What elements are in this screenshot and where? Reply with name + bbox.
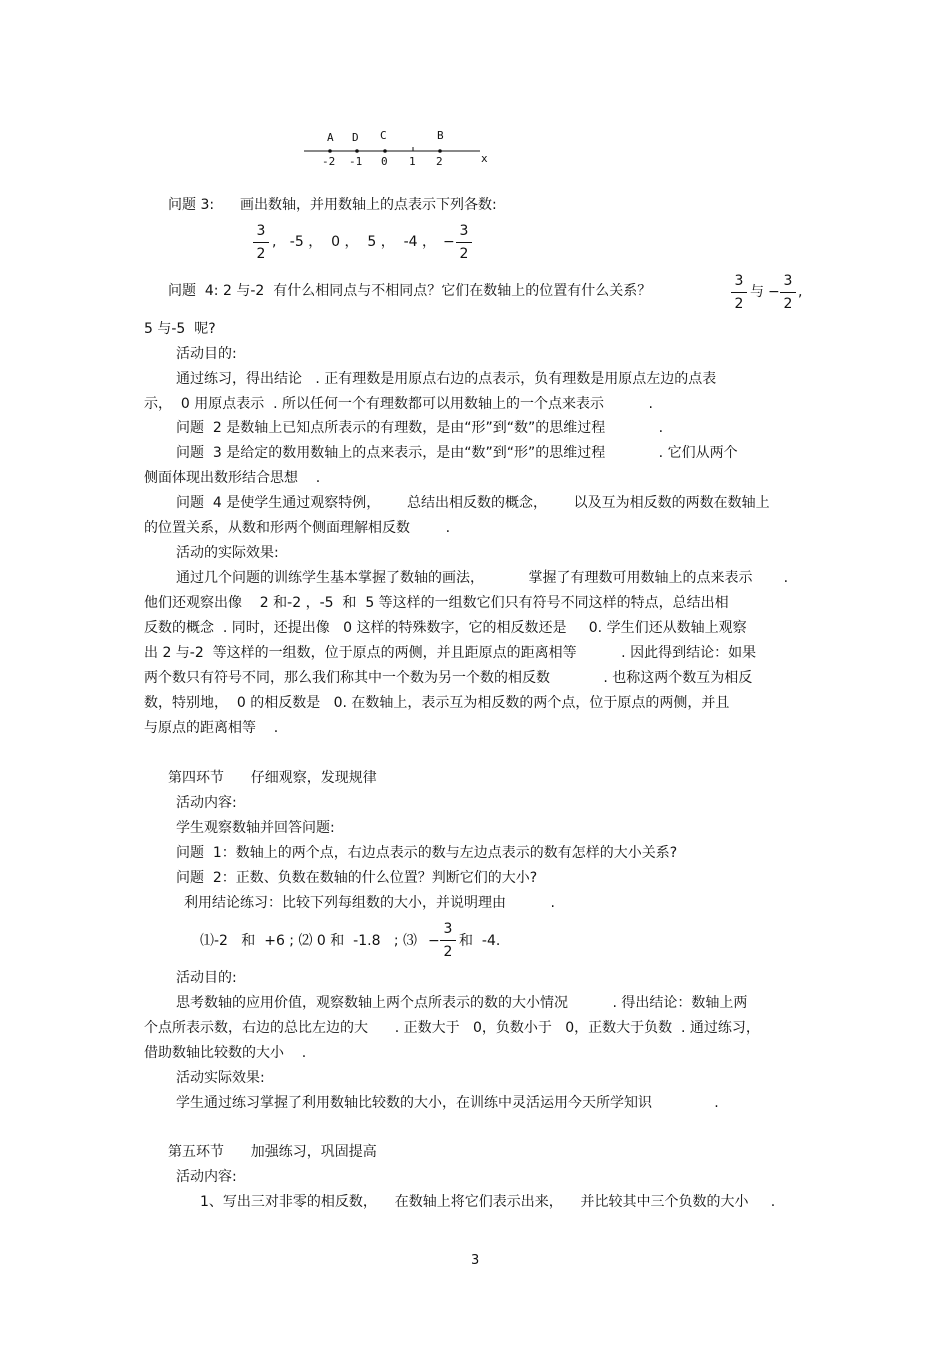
paragraph-line: 示， 0 用原点表示 . 所以任何一个有理数都可以用数轴上的一个点来表示 . [144,396,654,412]
tick-label-neg1: -1 [349,155,363,168]
fraction-bar [780,292,796,293]
number-line-figure [300,125,500,170]
q3-fraction-1 [253,222,269,263]
compare-f-den: 2 [443,944,453,960]
q4-minus: − [768,284,780,300]
paragraph-line: 侧面体现出数形结合思想 . [144,470,321,486]
paragraph-line: 与原点的距离相等 . [144,720,279,736]
paragraph-line: 学生通过练习掌握了利用数轴比较数的大小，在训练中灵活运用今天所学知识 . [176,1095,719,1111]
q4-yu: 与 [750,284,764,300]
compare-f-num: 3 [443,921,453,937]
paragraph-line: 出 2 与-2 等这样的一组数，位于原点的两侧，并且距原点的距离相等 . 因此得到结论：如果 [144,645,757,661]
q4-cont: 5 与-5 呢? [144,321,216,337]
fraction-bar [440,940,456,941]
paragraph-line: 1、写出三对非零的相反数， 在数轴上将它们表示出来， 并比较其中三个负数的大小 . [200,1194,776,1210]
paragraph-line: 问题 3 是给定的数用数轴上的点来表示，是由“数”到“形”的思维过程 . 它们从两个 [176,445,738,461]
point-a [328,149,332,153]
q3-fraction-2 [456,222,472,263]
compare-post: 和 -4. [459,933,501,949]
heading-activity-content: 活动内容: [176,795,237,811]
q4-fraction-1 [731,272,747,313]
tick-label-2: 2 [436,155,443,168]
axis-label-x: x [481,152,488,165]
paragraph-line: 借助数轴比较数的大小 . [144,1045,307,1061]
q3-f2-den: 2 [459,246,469,262]
point-b [438,149,442,153]
heading-activity-effect: 活动的实际效果: [176,545,279,561]
tick-label-0: 0 [381,155,388,168]
point-c [383,149,387,153]
q4-f1-num: 3 [734,273,744,289]
paragraph-line: 思考数轴的应用价值，观察数轴上两个点所表示的数的大小情况 . 得出结论：数轴上两 [176,995,748,1011]
q4-comma: , [798,284,803,300]
q3-text: 画出数轴，并用数轴上的点表示下列各数: [240,197,497,213]
paragraph-line: 的位置关系，从数和形两个侧面理解相反数 . [144,520,451,536]
q3-f1-num: 3 [256,223,266,239]
paragraph-line: 问题 2：正数、负数在数轴的什么位置？判断它们的大小? [176,870,538,886]
q4-text: 问题 4: 2 与-2 有什么相同点与不相同点？它们在数轴上的位置有什么关系？ [168,283,652,299]
paragraph-line: 数，特别地， 0 的相反数是 0. 在数轴上，表示互为相反数的两个点，位于原点的两侧，并且 [144,695,730,711]
q4-f2-num: 3 [783,273,793,289]
fraction-bar [731,292,747,293]
heading-activity-content: 活动内容: [176,1169,237,1185]
page-number: 3 [471,1253,480,1268]
fraction-bar [253,242,269,243]
paragraph-line: 利用结论练习：比较下列每组数的大小，并说明理由 . [184,895,555,911]
q3-minus: − [443,234,455,250]
q3-list: , -5 ， 0 ， 5 ， -4 ， [272,234,437,250]
paragraph-line: 通过练习，得出结论 . 正有理数是用原点右边的点表示，负有理数是用原点左边的点表 [176,371,717,387]
point-d [355,149,359,153]
q3-f1-den: 2 [256,246,266,262]
tick-label-1: 1 [409,155,416,168]
compare-pre: ⑴-2 和 +6 ; ⑵ 0 和 -1.8 ; ⑶ [200,933,418,949]
paragraph-line: 他们还观察出像 2 和-2 ，-5 和 5 等这样的一组数它们只有符号不同这样的特点，总结出相 [144,595,729,611]
tick-label-neg2: -2 [322,155,336,168]
paragraph-line: 个点所表示数，右边的总比左边的大 . 正数大于 0，负数小于 0，正数大于负数 . 通过练习， [144,1020,760,1036]
paragraph-line: 通过几个问题的训练学生基本掌握了数轴的画法， 掌握了有理数可用数轴上的点来表示 . [176,570,789,586]
q3-label: 问题 3: [168,197,215,213]
section-heading-5: 第五环节 加强练习，巩固提高 [168,1144,377,1160]
heading-activity-effect: 活动实际效果: [176,1070,265,1086]
compare-minus: − [428,933,440,949]
q4-f2-den: 2 [783,296,793,312]
paragraph-line: 问题 4 是使学生通过观察特例， 总结出相反数的概念， 以及互为相反数的两数在数轴上 [176,495,770,511]
heading-activity-purpose: 活动目的: [176,346,237,362]
paragraph-line: 问题 1：数轴上的两个点，右边点表示的数与左边点表示的数有怎样的大小关系? [176,845,678,861]
paragraph-line: 学生观察数轴并回答问题: [176,820,335,836]
q4-fraction-2 [780,272,796,313]
point-label-b: B [437,129,444,142]
point-label-d: D [352,131,359,144]
fraction-bar [456,242,472,243]
compare-fraction [440,920,456,961]
heading-activity-purpose: 活动目的: [176,970,237,986]
q4-f1-den: 2 [734,296,744,312]
point-label-a: A [327,131,334,144]
section-heading-4: 第四环节 仔细观察，发现规律 [168,770,377,786]
point-label-c: C [380,129,387,142]
paragraph-line: 反数的概念 . 同时，还提出像 0 这样的特殊数字，它的相反数还是 0. 学生们还从数轴上观察 [144,620,747,636]
paragraph-line: 两个数只有符号不同，那么我们称其中一个数为另一个数的相反数 . 也称这两个数互为相反 [144,670,753,686]
paragraph-line: 问题 2 是数轴上已知点所表示的有理数，是由“形”到“数”的思维过程 . [176,420,664,436]
q3-f2-num: 3 [459,223,469,239]
